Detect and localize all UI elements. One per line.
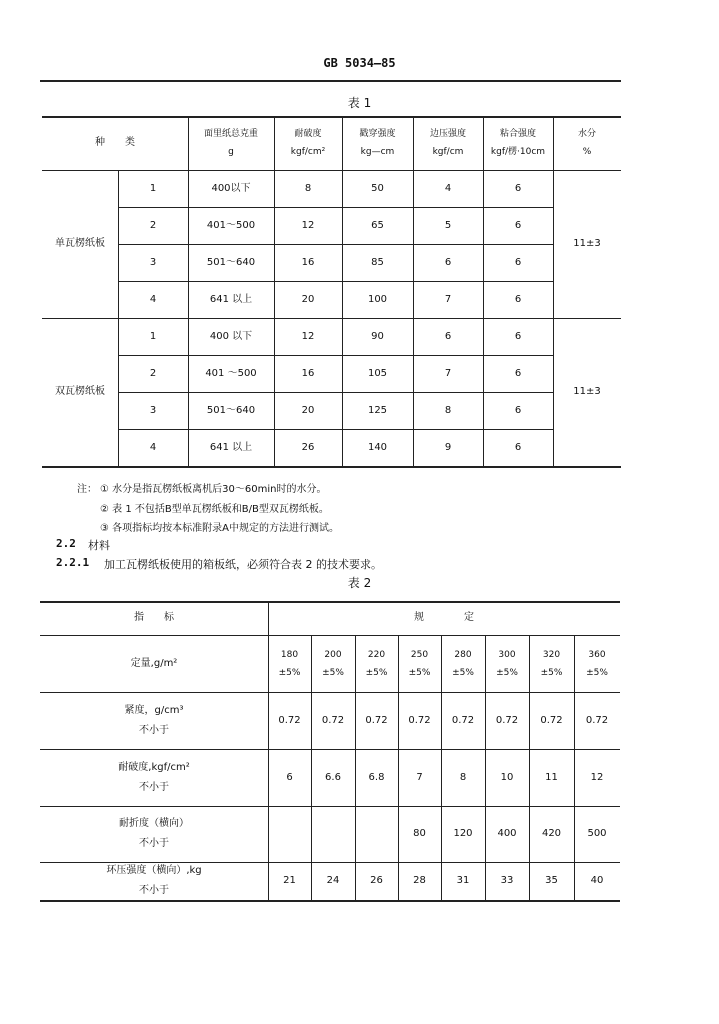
t1-cell-weight [188,207,274,244]
t1-cell-weight-line-1: 641 以上 [209,293,253,305]
t1-header-bond-line-1: 粘合强度 [499,129,536,139]
t1-cell-edge [413,392,483,429]
note-2: ② 表 1 不包括B型单瓦楞纸板和B/B型双瓦楞纸板。 [100,504,329,515]
t2-row-label [40,749,268,806]
t2-value-cell-line-1: 12 [590,771,604,783]
t2-grade-cell-line-1: 180 [280,649,299,660]
t2-value-cell-line-1: 26 [370,875,383,886]
t1-cell-no-line-1: 4 [149,441,157,453]
t1-cell-burst [274,392,342,429]
t2-value-cell-line-1: 400 [497,828,517,839]
t2-value-cell [574,749,620,806]
t2-value-cell [311,862,355,900]
t2-value-cell-line-1: 6.8 [368,771,385,783]
t2-value-cell-line-1: 11 [545,771,558,783]
t2-value-cell-line-1: 0.72 [585,714,609,726]
t2-value-cell-line-1: 6.6 [325,771,341,783]
t2-grade-cell-line-1: 250 [410,649,429,660]
t1-cell-no [118,170,188,207]
t1-cell-puncture-line-1: 140 [367,441,388,453]
t1-cell-edge [413,318,483,355]
section-2-2-1-text: 加工瓦楞纸板使用的箱板纸，必须符合表 2 的技术要求。 [104,558,382,571]
t2-grade-cell [398,635,441,692]
t1-cell-puncture-line-1: 100 [367,293,388,305]
t2-value-cell-line-1: 80 [413,828,426,839]
t1-header-weight-line-1: 面里纸总克重 [203,129,258,139]
t1-cell-bond-line-1: 6 [514,293,522,305]
t1-cell-no-line-1: 4 [149,293,157,305]
t1-cell-no-line-1: 3 [149,256,157,268]
t2-header-indicator [40,601,268,635]
t1-cell-bond-line-1: 6 [514,367,522,379]
t2-row-label-line-1: 紧度，g/cm³ [124,704,184,716]
t2-grade-cell-line-1: 360 [588,649,606,660]
t1-cell-burst-line-1: 20 [301,404,315,416]
t1-cell-weight [188,318,274,355]
t1-cell-edge-line-1: 9 [444,441,452,453]
t1-cell-puncture [342,244,413,281]
t1-cell-puncture [342,170,413,207]
t2-value-cell-line-1: 500 [587,828,607,839]
t1-cell-bond [483,355,553,392]
t1-header-moisture-line-2: % [582,147,592,157]
t2-value-cell [311,692,355,749]
t2-grade-cell-line-1: 220 [367,649,386,660]
t1-cell-no [118,281,188,318]
t2-value-cell [311,749,355,806]
t1-cell-edge-line-1: 7 [444,293,452,305]
t2-grade-cell-line-1: 280 [454,649,472,660]
t1-group-2-name [42,318,118,466]
t1-cell-edge-line-1: 7 [444,367,452,379]
section-2-2-number: 2.2 [56,537,76,550]
t2-grade-cell-line-1: 200 [324,649,342,660]
t2-value-cell-line-1: 420 [541,828,562,839]
t2-value-cell [529,862,574,900]
t1-cell-burst [274,355,342,392]
t1-cell-no-line-1: 2 [149,367,157,379]
t1-cell-burst [274,244,342,281]
t2-grade-cell-line-1: 320 [542,649,561,660]
t2-value-cell [441,692,485,749]
t1-cell-no-line-1: 1 [149,330,157,342]
t2-grade-cell [268,635,311,692]
t1-cell-edge-line-1: 6 [444,256,452,268]
t2-grade-cell-line-2: ±5% [322,667,344,678]
t2-value-cell [441,749,485,806]
t1-cell-weight [188,244,274,281]
t1-bottom-border [42,466,621,468]
t1-cell-puncture [342,281,413,318]
t2-value-cell-line-1: 40 [590,875,604,886]
t1-cell-burst-line-1: 8 [304,182,312,194]
t1-cell-puncture [342,392,413,429]
t1-cell-bond [483,281,553,318]
t1-cell-edge [413,207,483,244]
t1-cell-weight-line-1: 400 以下 [209,330,253,342]
t1-cell-bond-line-1: 6 [514,219,522,231]
t2-grade-cell-line-2: ±5% [365,667,388,678]
table2-caption: 表 2 [347,576,372,590]
t1-group-1-name [42,170,118,318]
t2-value-cell-line-1: 28 [413,875,426,886]
t1-cell-no [118,318,188,355]
t2-grade-cell [529,635,574,692]
t2-value-cell [574,806,620,862]
t1-cell-puncture [342,318,413,355]
t1-header-bond [483,116,553,170]
t1-cell-burst-line-1: 12 [301,219,315,231]
t2-value-cell-line-1: 0.72 [408,714,431,726]
t2-grade-cell-line-1: 300 [498,649,516,660]
t1-header-bond-line-2: kgf/楞·10cm [490,147,546,157]
t1-header-puncture-line-1: 戳穿强度 [359,129,396,139]
t1-cell-no-line-1: 2 [149,219,157,231]
note-1: ① 水分是指瓦楞纸板离机后30～60min时的水分。 [100,484,327,495]
t2-grade-cell-line-2: ±5% [586,667,608,678]
t1-cell-bond-line-1: 6 [514,404,522,416]
t1-cell-weight-line-1: 401～500 [206,219,256,231]
t2-value-cell-line-1: 21 [283,875,296,886]
t1-cell-no [118,355,188,392]
t1-cell-no-line-1: 1 [149,182,157,194]
t1-cell-no-line-1: 3 [149,404,157,416]
t1-header-puncture-line-2: kg—cm [360,147,395,157]
t1-cell-bond-line-1: 6 [514,256,522,268]
t2-row-label [40,862,268,900]
t1-header-edge-line-1: 边压强度 [429,129,466,139]
t2-value-cell [485,862,529,900]
t2-value-cell-line-1: 24 [326,875,340,886]
t2-value-cell [529,692,574,749]
t2-grade-cell-line-2: ±5% [408,667,431,678]
t2-bottom-border [40,900,620,902]
t2-value-cell [574,692,620,749]
t1-group-1-moisture [553,170,621,318]
t1-cell-puncture-line-1: 50 [371,182,384,194]
t2-row-label [40,806,268,862]
t1-cell-edge [413,429,483,466]
t1-cell-weight-line-1: 400以下 [211,182,251,194]
t2-value-cell-line-1: 7 [416,771,423,783]
t1-cell-no [118,429,188,466]
t1-cell-puncture-line-1: 65 [371,219,384,231]
note-3: ③ 各项指标均按本标准附录A中规定的方法进行测试。 [100,523,339,534]
t2-value-cell [355,862,398,900]
t1-cell-weight [188,281,274,318]
t2-value-cell-line-1: 10 [500,771,514,783]
t2-value-cell [485,692,529,749]
section-2-2-1-number: 2.2.1 [56,556,90,569]
t1-cell-burst [274,429,342,466]
table1-caption: 表 1 [347,96,372,110]
t1-cell-puncture [342,207,413,244]
t2-value-cell [398,862,441,900]
t1-cell-edge-line-1: 5 [444,219,452,231]
t1-cell-puncture [342,355,413,392]
t1-header-burst [274,116,342,170]
t2-value-cell-line-1: 8 [459,771,467,783]
t1-cell-edge-line-1: 6 [444,330,452,342]
t1-group-2-name-line-1: 双瓦楞纸板 [55,386,105,397]
t1-cell-bond-line-1: 6 [514,441,522,453]
t2-value-cell [441,862,485,900]
t2-row-label-line-1: 耐破度,kgf/cm² [118,761,190,773]
t1-cell-weight-line-1: 641 以上 [209,441,253,453]
t2-grade-cell [311,635,355,692]
t1-cell-puncture-line-1: 125 [367,404,388,416]
t1-cell-puncture-line-1: 85 [371,256,384,268]
t2-row-label-line-2: 不小于 [139,885,169,896]
t2-grade-cell-line-2: ±5% [278,667,301,678]
t2-grade-cell-line-2: ±5% [496,667,518,678]
t2-quantitative-label-line-1: 定量,g/m² [130,657,178,669]
t1-cell-burst [274,281,342,318]
t2-value-cell [355,806,398,862]
t1-cell-burst-line-1: 16 [301,367,315,379]
t1-cell-edge-line-1: 8 [444,404,452,416]
t1-cell-bond [483,318,553,355]
t1-cell-edge [413,244,483,281]
t1-group-1-moisture-line-1: 11±3 [573,238,601,249]
t2-grade-cell [574,635,620,692]
t1-header-edge [413,116,483,170]
t1-cell-burst-line-1: 20 [301,293,315,305]
t2-value-cell [355,692,398,749]
t1-cell-bond-line-1: 6 [514,330,522,342]
t2-value-cell [398,692,441,749]
t1-cell-bond [483,207,553,244]
t1-cell-bond [483,392,553,429]
t2-row-label-line-2: 不小于 [139,838,169,849]
t2-value-cell [485,806,529,862]
t1-cell-edge-line-1: 4 [444,182,452,194]
t1-cell-no [118,244,188,281]
t1-cell-puncture-line-1: 105 [367,367,388,379]
t1-cell-weight [188,392,274,429]
t1-cell-bond [483,244,553,281]
t2-value-cell-line-1: 0.72 [495,714,519,726]
t2-row-label-line-1: 环压强度（横向）,kg [106,865,202,876]
t2-header-spec-line-1: 规 定 [414,612,474,623]
t1-cell-weight-line-1: 401 ～500 [205,367,257,379]
t2-quantitative-label [40,635,268,692]
t2-row-label-line-1: 耐折度（横向） [119,818,189,829]
t1-cell-weight [188,355,274,392]
t2-value-cell [355,749,398,806]
t2-header-indicator-line-1: 指 标 [134,612,174,623]
t1-header-kind-line-1: 种 类 [95,137,135,148]
t2-value-cell-line-1: 31 [456,875,470,886]
t2-value-cell-line-1: 120 [453,828,473,839]
t2-row-label-line-2: 不小于 [139,781,169,793]
t2-value-cell [529,806,574,862]
t2-value-cell [268,749,311,806]
t1-cell-bond [483,170,553,207]
t1-header-puncture [342,116,413,170]
header-rule [40,80,621,82]
t2-value-cell-line-1: 33 [500,875,514,886]
t1-cell-weight [188,170,274,207]
t2-value-cell-line-1: 0.72 [365,714,388,726]
standard-number: GB 5034—85 [323,56,396,70]
t1-cell-puncture [342,429,413,466]
t2-header-spec [268,601,620,635]
t2-grade-cell [441,635,485,692]
t1-cell-puncture-line-1: 90 [371,330,384,342]
t2-grade-cell [355,635,398,692]
t2-grade-cell [485,635,529,692]
t1-cell-weight-line-1: 501～640 [206,256,256,268]
t1-header-burst-line-2: kgf/cm² [290,147,326,157]
t1-header-kind [42,116,188,170]
t2-value-cell-line-1: 0.72 [278,714,301,726]
t1-cell-burst [274,318,342,355]
t1-header-weight [188,116,274,170]
t1-cell-no [118,392,188,429]
t1-header-moisture [553,116,621,170]
t2-value-cell [268,862,311,900]
t1-cell-bond-line-1: 6 [514,182,522,194]
t1-cell-edge [413,355,483,392]
t2-value-cell [485,749,529,806]
t1-cell-bond [483,429,553,466]
t1-group-1-name-line-1: 单瓦楞纸板 [55,238,105,249]
t2-value-cell [398,749,441,806]
t1-cell-weight-line-1: 501～640 [206,404,256,416]
t1-header-burst-line-1: 耐破度 [294,129,322,139]
notes-label: 注： [77,484,97,495]
t2-value-cell-line-1: 6 [286,771,293,783]
t2-value-cell-line-1: 0.72 [451,714,475,726]
t1-cell-no [118,207,188,244]
t1-header-weight-line-2: g [228,147,234,157]
t2-value-cell [268,692,311,749]
section-2-2-title: 材料 [88,539,110,552]
t2-grade-cell-line-2: ±5% [540,667,563,678]
t1-header-moisture-line-1: 水分 [577,129,596,139]
t2-value-cell-line-1: 0.72 [540,714,563,726]
t2-value-cell [529,749,574,806]
t1-cell-burst [274,170,342,207]
t2-value-cell [268,806,311,862]
t2-value-cell [311,806,355,862]
t2-row-label [40,692,268,749]
t1-cell-burst-line-1: 12 [301,330,315,342]
t2-value-cell-line-1: 35 [545,875,558,886]
t1-cell-burst [274,207,342,244]
t1-cell-burst-line-1: 26 [301,441,315,453]
t1-cell-edge [413,170,483,207]
t1-cell-edge [413,281,483,318]
t1-cell-weight [188,429,274,466]
t2-value-cell-line-1: 0.72 [321,714,345,726]
t1-cell-burst-line-1: 16 [301,256,315,268]
t1-header-edge-line-2: kgf/cm [432,147,464,157]
t2-value-cell [398,806,441,862]
t2-value-cell [441,806,485,862]
t1-group-2-moisture-line-1: 11±3 [573,386,601,397]
t1-group-2-moisture [553,318,621,466]
t2-value-cell [574,862,620,900]
t2-grade-cell-line-2: ±5% [452,667,474,678]
t2-row-label-line-2: 不小于 [139,724,169,736]
